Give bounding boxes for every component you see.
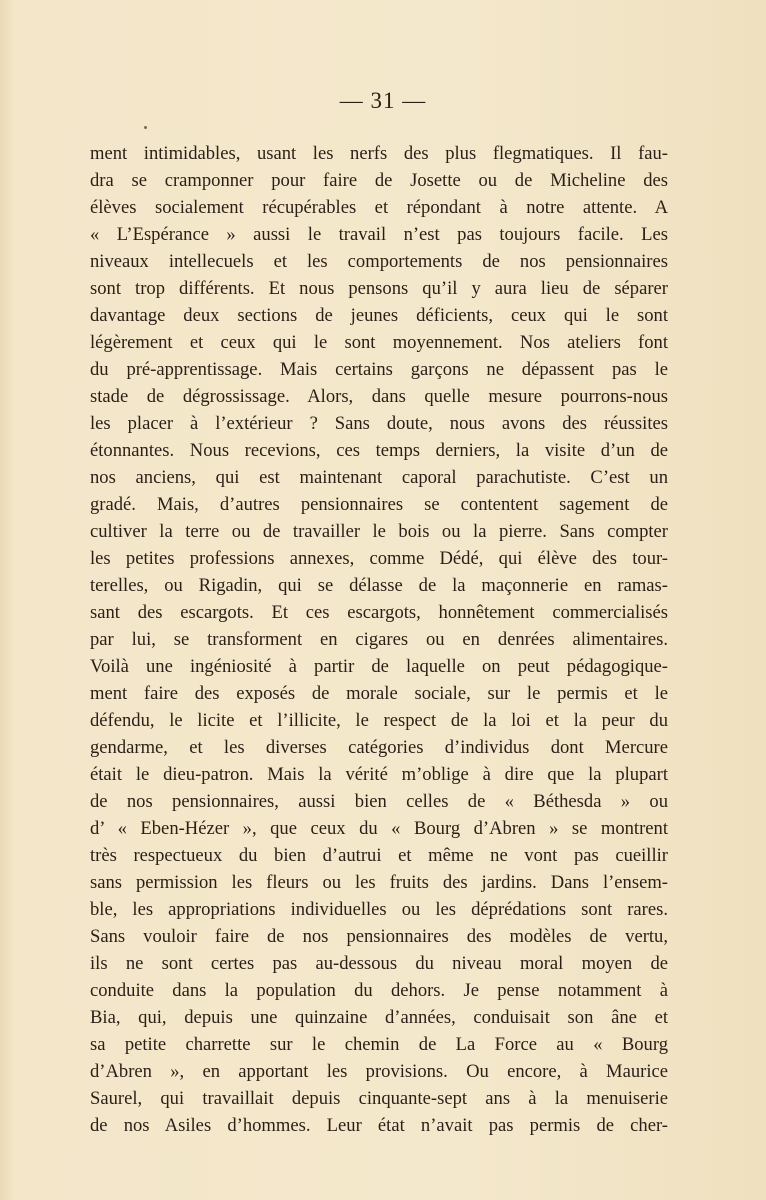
text-line: niveaux intellecuels et les comportements de nos pensionnaires xyxy=(90,251,668,272)
text-line: nos anciens, qui est maintenant caporal parachutiste. C’est un xyxy=(90,467,668,488)
text-line: stade de dégrossissage. Alors, dans quelle mesure pourrons-nous xyxy=(90,386,668,407)
text-line: par lui, se transforment en cigares ou en denrées alimentaires. xyxy=(90,629,668,650)
text-line: ment intimidables, usant les nerfs des plus flegmatiques. Il fau- xyxy=(90,143,668,164)
text-line: ils ne sont certes pas au-dessous du niveau moral moyen de xyxy=(90,953,668,974)
text-line: élèves socialement récupérables et répondant à notre attente. A xyxy=(90,197,668,218)
text-line: de nos pensionnaires, aussi bien celles de « Béthesda » ou xyxy=(90,791,668,812)
text-line: ment faire des exposés de morale sociale, sur le permis et le xyxy=(90,683,668,704)
text-line: gendarme, et les diverses catégories d’individus dont Mercure xyxy=(90,737,668,758)
text-line: cultiver la terre ou de travailler le bois ou la pierre. Sans compter xyxy=(90,521,668,542)
text-line: sans permission les fleurs ou les fruits des jardins. Dans l’ensem- xyxy=(90,872,668,893)
text-line: gradé. Mais, d’autres pensionnaires se contentent sagement de xyxy=(90,494,668,515)
text-line: Sans vouloir faire de nos pensionnaires des modèles de vertu, xyxy=(90,926,668,947)
body-text xyxy=(90,140,668,1139)
text-line: de nos Asiles d’hommes. Leur état n’avait pas permis de cher- xyxy=(90,1115,668,1136)
text-line: terelles, ou Rigadin, qui se délasse de la maçonnerie en ramas- xyxy=(90,575,668,596)
text-line: ble, les appropriations individuelles ou les déprédations sont rares. xyxy=(90,899,668,920)
text-line: très respectueux du bien d’autrui et même ne vont pas cueillir xyxy=(90,845,668,866)
text-line: était le dieu-patron. Mais la vérité m’oblige à dire que la plupart xyxy=(90,764,668,785)
text-line: d’ « Eben-Hézer », que ceux du « Bourg d’Abren » se montrent xyxy=(90,818,668,839)
text-line: étonnantes. Nous recevions, ces temps derniers, la visite d’un de xyxy=(90,440,668,461)
text-line: Bia, qui, depuis une quinzaine d’années, conduisait son âne et xyxy=(90,1007,668,1028)
text-line: les placer à l’extérieur ? Sans doute, nous avons des réussites xyxy=(90,413,668,434)
text-line: du pré-apprentissage. Mais certains garçons ne dépassent pas le xyxy=(90,359,668,380)
text-line: d’Abren », en apportant les provisions. Ou encore, à Maurice xyxy=(90,1061,668,1082)
text-line: Saurel, qui travaillait depuis cinquante-sept ans à la menuiserie xyxy=(90,1088,668,1109)
text-line: sant des escargots. Et ces escargots, honnêtement commercialisés xyxy=(90,602,668,623)
text-line: « L’Espérance » aussi le travail n’est pas toujours facile. Les xyxy=(90,224,668,245)
text-line: sa petite charrette sur le chemin de La Force au « Bourg xyxy=(90,1034,668,1055)
text-line: les petites professions annexes, comme Dédé, qui élève des tour- xyxy=(90,548,668,569)
text-line: Voilà une ingéniosité à partir de laquelle on peut pédagogique- xyxy=(90,656,668,677)
page-number: — 31 — xyxy=(339,88,427,113)
text-line: dra se cramponner pour faire de Josette ou de Micheline des xyxy=(90,170,668,191)
text-line: davantage deux sections de jeunes déficients, ceux qui le sont xyxy=(90,305,668,326)
text-line: sont trop différents. Et nous pensons qu’il y aura lieu de séparer xyxy=(90,278,668,299)
text-line: légèrement et ceux qui le sont moyennement. Nos ateliers font xyxy=(90,332,668,353)
text-line: conduite dans la population du dehors. Je pense notamment à xyxy=(90,980,668,1001)
ink-speck xyxy=(144,126,147,129)
text-line: défendu, le licite et l’illicite, le respect de la loi et la peur du xyxy=(90,710,668,731)
